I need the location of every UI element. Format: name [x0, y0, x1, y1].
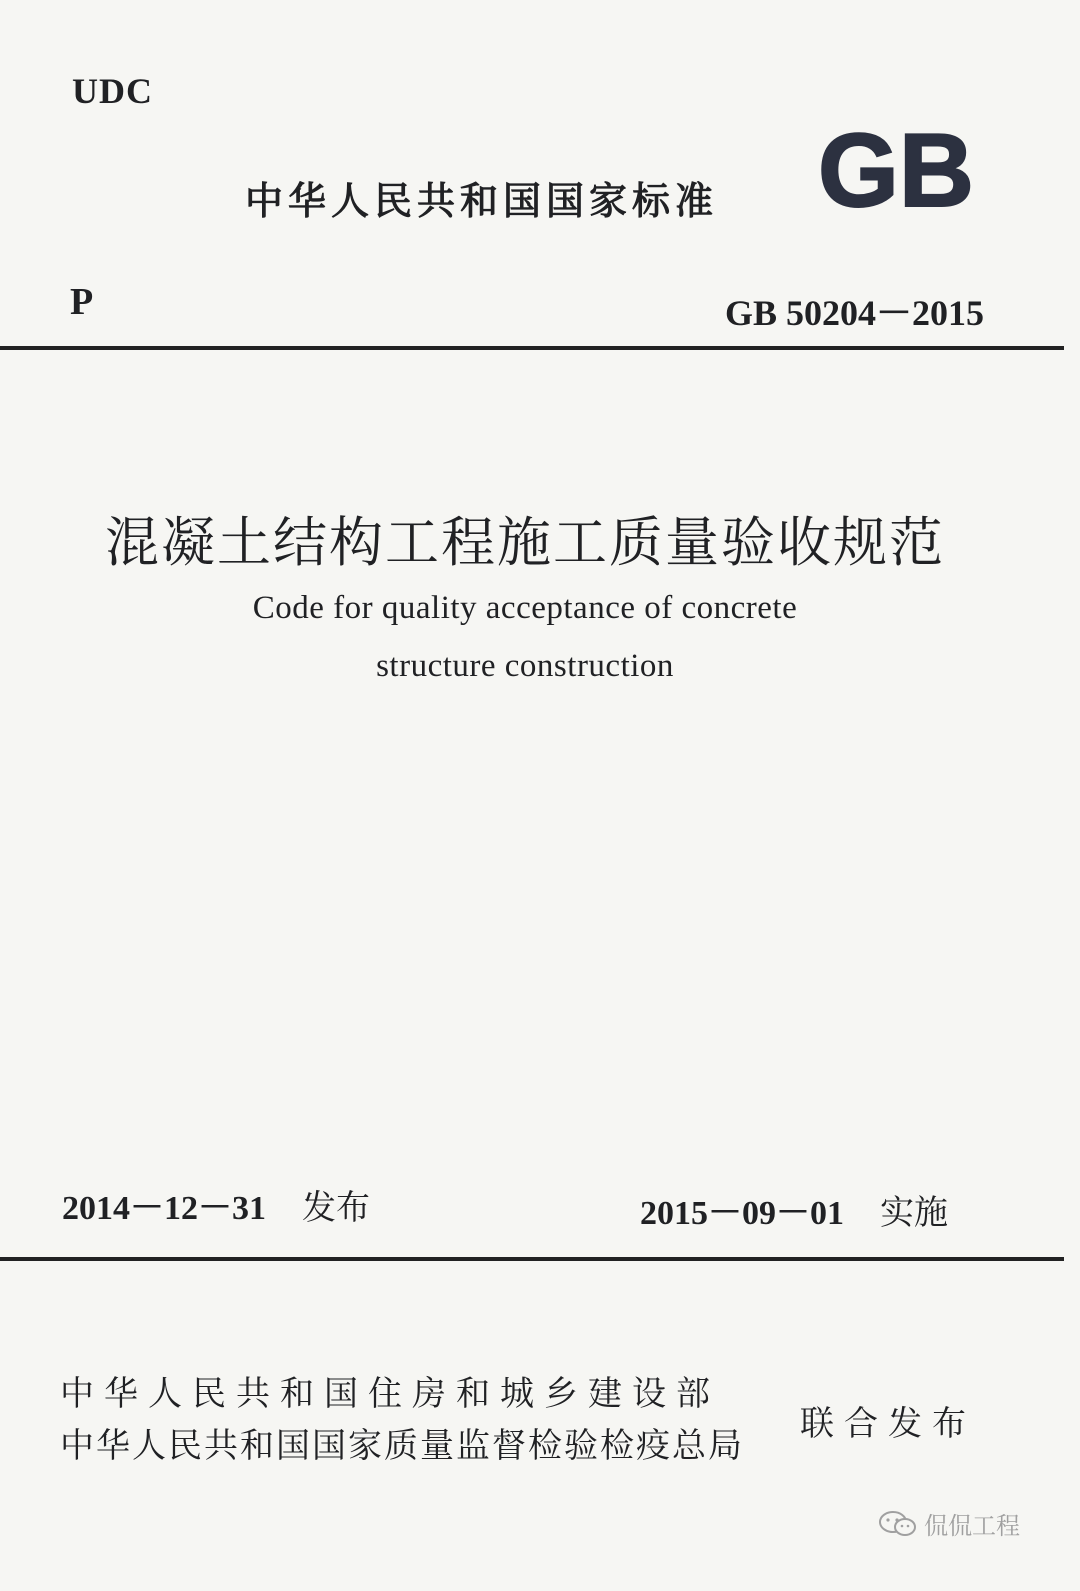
title-english-line2: structure construction — [376, 648, 674, 684]
issue-label: 发布 — [302, 1188, 370, 1228]
implement-label: 实施 — [880, 1193, 948, 1233]
bottom-divider — [0, 1257, 1064, 1261]
issuing-authorities — [60, 1368, 744, 1472]
implement-date-block — [640, 1185, 948, 1234]
implement-date: 2015－09－01 — [640, 1195, 844, 1232]
wechat-icon — [878, 1509, 918, 1539]
title-english-line1: Code for quality acceptance of concrete — [252, 590, 798, 626]
gb-logo-text: GB — [818, 120, 974, 220]
standard-number: GB 50204－2015 — [724, 293, 984, 333]
issue-date: 2014－12－31 — [62, 1190, 266, 1227]
udc-label: UDC — [72, 71, 153, 111]
joint-issue-label: 联合发布 — [800, 1404, 976, 1444]
top-divider — [0, 346, 1064, 350]
classification-letter: P — [70, 281, 94, 323]
watermark-text: 侃侃工程 — [924, 1512, 1020, 1540]
issuer-ministry-housing: 中华人民共和国住房和城乡建设部 — [60, 1374, 720, 1414]
title-chinese: 混凝土结构工程施工质量验收规范 — [105, 511, 945, 574]
watermark — [878, 1506, 1020, 1541]
gb-logo-icon — [802, 120, 990, 220]
issue-date-block — [62, 1180, 370, 1229]
national-standard-heading: 中华人民共和国国家标准 — [245, 179, 719, 223]
issuer-aqsiq: 中华人民共和国国家质量监督检验检疫总局 — [60, 1426, 744, 1466]
